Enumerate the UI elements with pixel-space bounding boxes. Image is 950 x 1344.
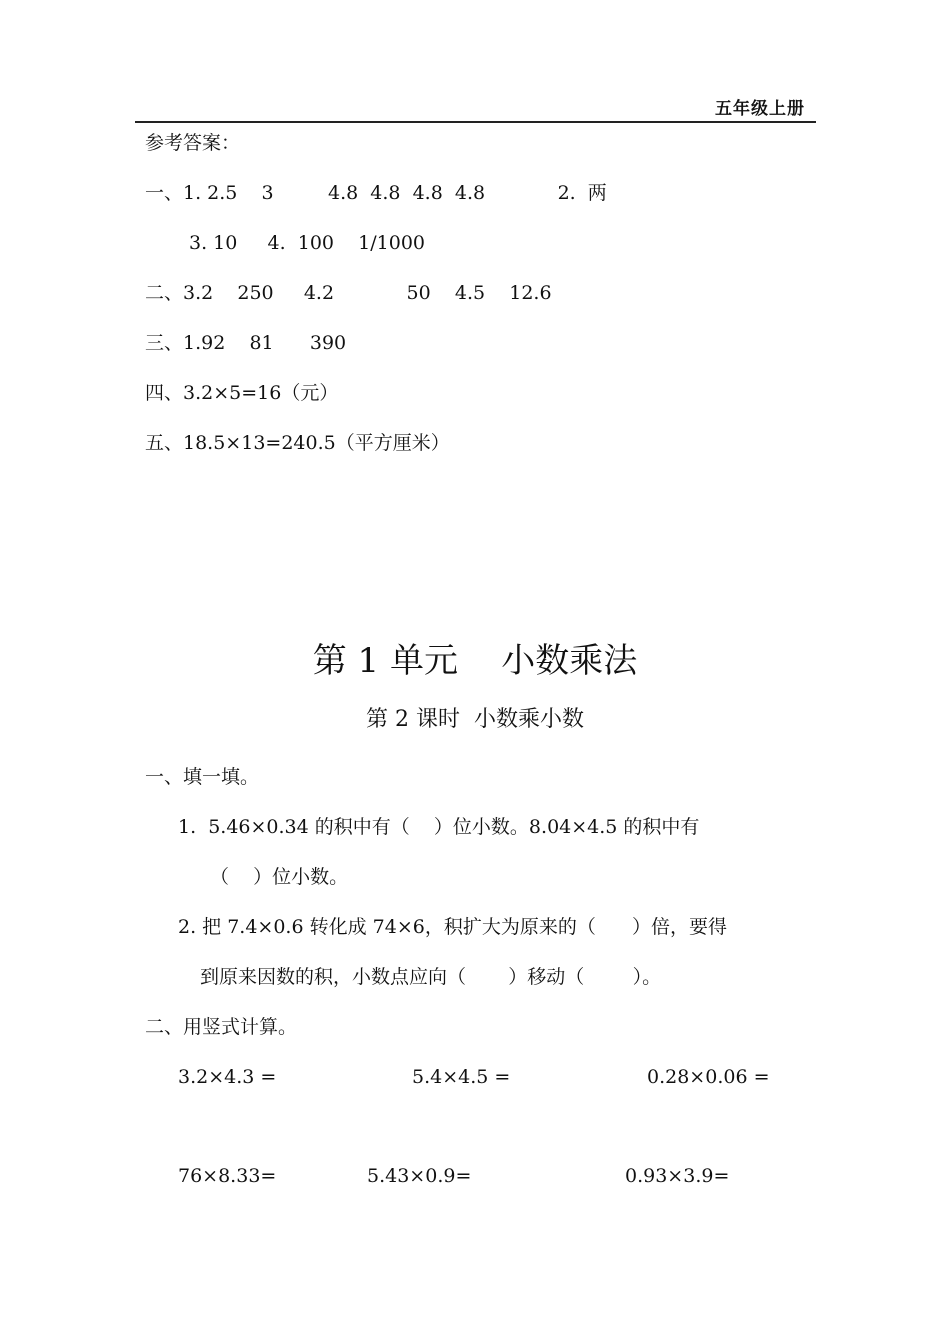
question-2-line-1: 2. 把 7.4×0.6 转化成 74×6，积扩大为原来的（ ）倍，要得 bbox=[178, 916, 728, 938]
calc-item: 76×8.33= bbox=[178, 1165, 277, 1187]
question-1-line-1: 1. 5.46×0.34 的积中有（ ）位小数。8.04×4.5 的积中有 bbox=[178, 816, 700, 838]
header-divider bbox=[135, 121, 816, 123]
grade-label: 五年级上册 bbox=[715, 99, 805, 119]
calc-item: 5.4×4.5 = bbox=[412, 1066, 511, 1088]
section-vertical-calc: 二、用竖式计算。 bbox=[145, 1016, 298, 1038]
lesson-title: 第 2 课时 小数乘小数 bbox=[366, 707, 584, 732]
calc-item: 5.43×0.9= bbox=[367, 1165, 472, 1187]
answer-line-3: 二、3.2 250 4.2 50 4.5 12.6 bbox=[145, 282, 552, 304]
answer-line-4: 三、1.92 81 390 bbox=[145, 332, 347, 354]
calc-item: 0.93×3.9= bbox=[625, 1165, 730, 1187]
calc-item: 0.28×0.06 = bbox=[647, 1066, 770, 1088]
section-fill-in: 一、填一填。 bbox=[145, 766, 260, 788]
calc-item: 3.2×4.3 = bbox=[178, 1066, 277, 1088]
answers-heading: 参考答案： bbox=[145, 132, 241, 154]
answer-line-6: 五、18.5×13=240.5（平方厘米） bbox=[145, 432, 450, 454]
question-2-line-2: 到原来因数的积，小数点应向（ ）移动（ ）。 bbox=[200, 966, 662, 988]
answer-line-1: 一、1. 2.5 3 4.8 4.8 4.8 4.8 2. 两 bbox=[145, 182, 607, 204]
answer-line-5: 四、3.2×5=16（元） bbox=[145, 382, 339, 404]
unit-title: 第 1 单元 小数乘法 bbox=[312, 641, 638, 681]
question-1-line-2: （ ）位小数。 bbox=[210, 866, 349, 888]
answer-line-2: 3. 10 4. 100 1/1000 bbox=[189, 232, 426, 254]
